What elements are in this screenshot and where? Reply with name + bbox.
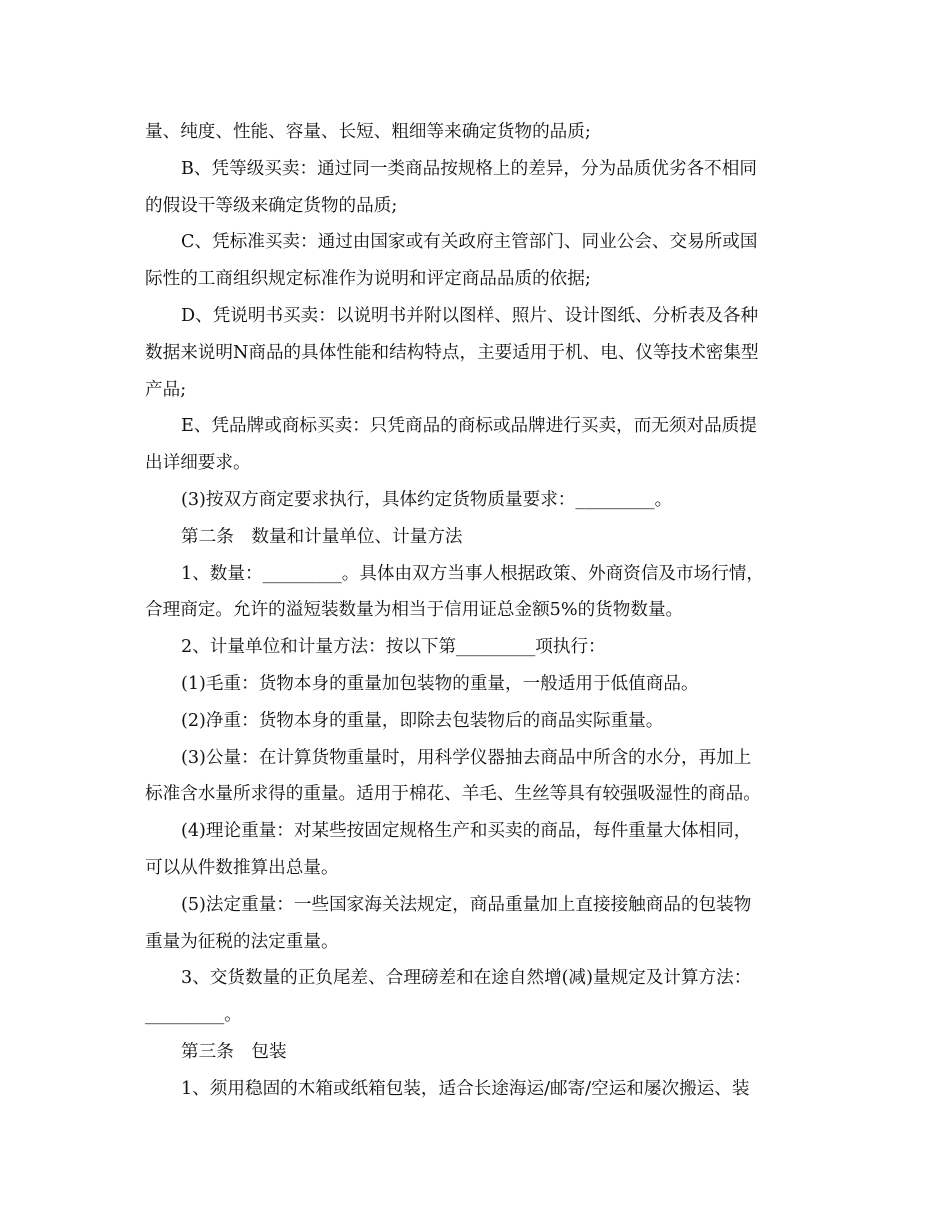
text-line: E、凭品牌或商标买卖：只凭商品的商标或品牌进行买卖，而无须对品质提 xyxy=(181,416,757,437)
text-line: (2)净重：货物本身的重量，即除去包装物后的商品实际重量。 xyxy=(181,710,664,731)
text-line: 际性的工商组织规定标准作为说明和评定商品品质的依据; xyxy=(145,269,591,290)
section-heading: 第二条 数量和计量单位、计量方法 xyxy=(181,526,463,547)
text-line: 标准含水量所求得的重量。适用于棉花、羊毛、生丝等具有较强吸湿性的商品。 xyxy=(145,784,761,805)
text-line: 出详细要求。 xyxy=(145,453,251,474)
text-line: (1)毛重：货物本身的重量加包装物的重量，一般适用于低值商品。 xyxy=(181,673,699,694)
text-line: 重量为征税的法定重量。 xyxy=(145,931,339,952)
document-body xyxy=(145,114,805,1108)
text-line: 1、须用稳固的木箱或纸箱包装，适合长途海运/邮寄/空运和屡次搬运、装 xyxy=(181,1078,750,1099)
text-line: 2、计量单位和计量方法：按以下第_________项执行： xyxy=(181,637,606,658)
section-heading: 第三条 包装 xyxy=(181,1041,287,1062)
text-line: 数据来说明N商品的具体性能和结构特点，主要适用于机、电、仪等技术密集型 xyxy=(145,342,759,363)
text-line: 1、数量：_________。具体由双方当事人根据政策、外商资信及市场行情， xyxy=(181,563,764,584)
text-line: 合理商定。允许的溢短装数量为相当于信用证总金额5%的货物数量。 xyxy=(145,600,684,621)
text-line: C、凭标准买卖：通过由国家或有关政府主管部门、同业公会、交易所或国 xyxy=(181,232,758,253)
text-line: 3、交货数量的正负尾差、合理磅差和在途自然增(减)量规定及计算方法： xyxy=(181,968,752,989)
text-line: 量、纯度、性能、容量、长短、粗细等来确定货物的品质; xyxy=(145,122,591,142)
text-line: _________。 xyxy=(145,1005,242,1026)
text-line: 产品; xyxy=(145,379,187,400)
text-line: (4)理论重量：对某些按固定规格生产和买卖的商品，每件重量大体相同， xyxy=(181,821,752,842)
text-line: (3)公量：在计算货物重量时，用科学仪器抽去商品中所含的水分，再加上 xyxy=(181,747,752,768)
text-line: B、凭等级买卖：通过同一类商品按规格上的差异，分为品质优劣各不相同 xyxy=(181,158,757,179)
text-line: 的假设干等级来确定货物的品质; xyxy=(145,195,398,216)
text-line: (3)按双方商定要求执行，具体约定货物质量要求：_________。 xyxy=(181,489,673,510)
text-line: 可以从件数推算出总量。 xyxy=(145,857,339,878)
text-line: (5)法定重量：一些国家海关法规定，商品重量加上直接接触商品的包装物 xyxy=(181,894,752,915)
text-line: D、凭说明书买卖：以说明书并附以图样、照片、设计图纸、分析表及各种 xyxy=(181,305,759,326)
